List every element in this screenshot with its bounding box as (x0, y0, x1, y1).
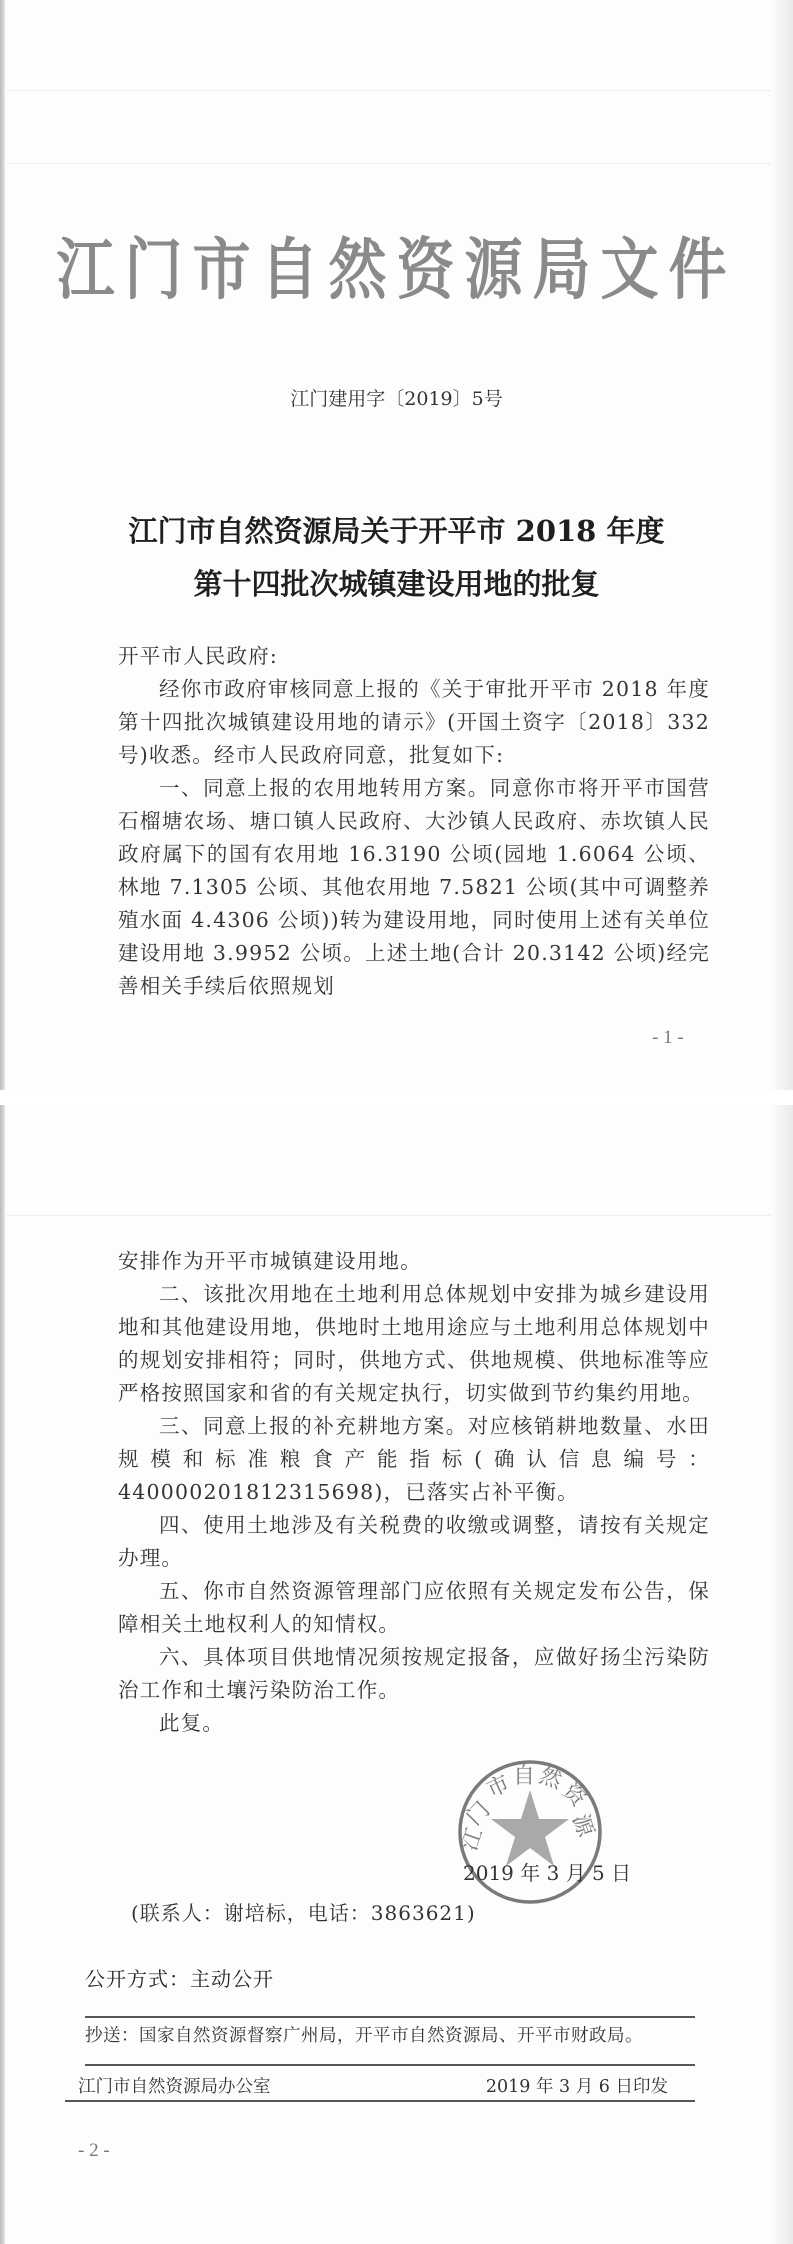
body-paragraph: 经你市政府审核同意上报的《关于审批开平市 2018 年度第十四批次城镇建设用地的请示》(开国土资字〔2018〕332 号)收悉。经市人民政府同意，批复如下: (118, 677, 710, 767)
document-title (0, 505, 793, 611)
document-page-1 (0, 0, 793, 1090)
page-edge-shadow (771, 1105, 793, 2244)
contact-info: (联系人：谢培标，电话：3863621) (131, 1901, 476, 1925)
body-paragraph: 五、你市自然资源管理部门应依照有关规定发布公告，保障相关土地权利人的知情权。 (118, 1579, 710, 1636)
signature-date: 2019 年 3 月 5 日 (463, 1861, 632, 1885)
svg-text:源: 源 (566, 1811, 599, 1841)
svg-text:自: 自 (513, 1764, 536, 1789)
body-page-1 (118, 640, 710, 1003)
svg-text:门: 门 (461, 1797, 496, 1831)
salutation: 开平市人民政府: (118, 644, 279, 668)
svg-text:市: 市 (483, 1771, 514, 1804)
body-paragraph: 六、具体项目供地情况须按规定报备，应做好扬尘污染防治工作和土壤污染防治工作。 (118, 1645, 710, 1702)
svg-text:江: 江 (457, 1824, 489, 1855)
divider-line (65, 2100, 695, 2102)
scan-artifact-line (6, 90, 771, 91)
body-paragraph: 四、使用土地涉及有关税费的收缴或调整，请按有关规定办理。 (118, 1513, 710, 1570)
svg-text:资: 资 (557, 1778, 591, 1812)
body-paragraph: 二、该批次用地在土地利用总体规划中安排为城乡建设用地和其他建设用地，供地时土地用途应与土地利用总体规划中的规划安排相符；同时，供地方式、供地规模、供地标准等应严格按照国家和省的有关规定执行，切实做到节约集约用地。 (118, 1282, 710, 1405)
issuing-office: 江门市自然资源局办公室 (78, 2077, 271, 2097)
disclosure-method: 公开方式：主动公开 (85, 1967, 274, 1991)
star-icon (491, 1790, 569, 1866)
body-paragraph: 安排作为开平市城镇建设用地。 (118, 1249, 422, 1273)
body-paragraph: 三、同意上报的补充耕地方案。对应核销耕地数量、水田规模和标准粮食产能指标(确认信息编号：440000201812315698)，已落实占补平衡。 (118, 1414, 710, 1504)
body-page-2 (118, 1245, 710, 1740)
issue-date: 2019 年 3 月 6 日印发 (485, 2077, 668, 2097)
document-number: 江门建用字〔2019〕5号 (290, 388, 503, 410)
masthead-title: 江门市自然资源局文件 (56, 230, 737, 309)
page-number: - 2 - (78, 2140, 110, 2161)
divider-line (85, 2016, 695, 2018)
title-line-1: 江门市自然资源局关于开平市 2018 年度 (128, 514, 665, 548)
scan-artifact-line (6, 163, 771, 164)
page-number: - 1 - (652, 1027, 684, 1048)
body-paragraph: 一、同意上报的农用地转用方案。同意你市将开平市国营石榴塘农场、塘口镇人民政府、大沙镇人民政府、赤坎镇人民政府属下的国有农用地 16.3190 公顷(园地 1.6064 公顷、林地 7.1305 公顷、其他农用地 7.5821 公顷(其中可调整养殖水面 4.4306 公顷))转为建设用地，同时使用上述有关单位建设用地 3.9952 公顷。上述土地(合计 20.3142 公顷)经完善相关手续后依照规划 (118, 776, 710, 998)
page-edge-shadow (0, 1105, 5, 2244)
title-line-2: 第十四批次城镇建设用地的批复 (193, 567, 600, 601)
svg-text:然: 然 (535, 1763, 566, 1795)
carbon-copy-list: 抄送：国家自然资源督察广州局，开平市自然资源局、开平市财政局。 (85, 2026, 643, 2046)
scan-artifact-line (6, 1215, 771, 1216)
divider-line (85, 2064, 695, 2066)
closing-remark: 此复。 (159, 1711, 225, 1735)
